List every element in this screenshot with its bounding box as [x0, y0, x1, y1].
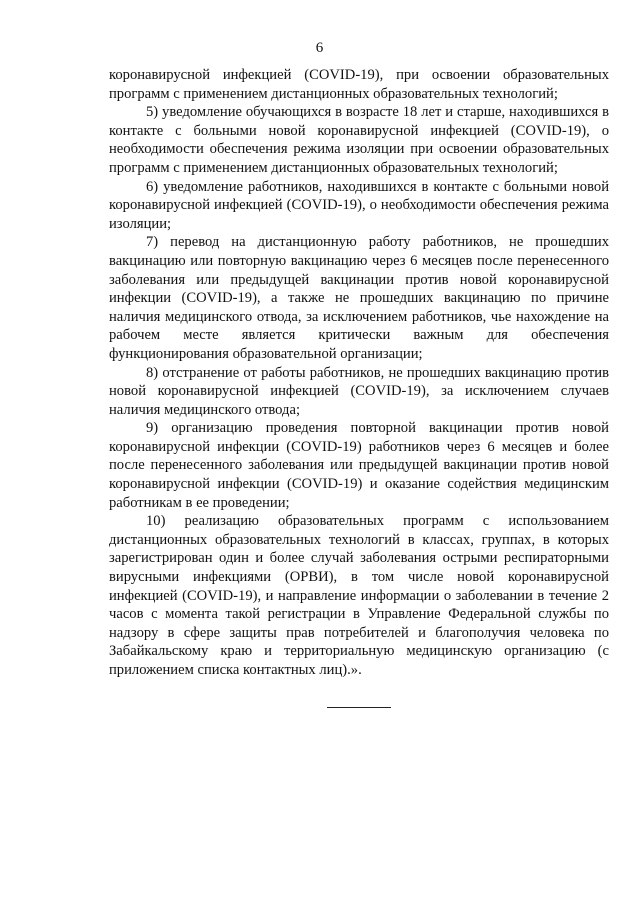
document-body	[109, 66, 609, 680]
paragraph-item-6: 6) уведомление работников, находившихся в контакте с больными новой коронавирусной инфекцией (COVID-19), о необходимости обеспечения режима изоляции;	[109, 178, 609, 232]
paragraph-item-9: 9) организацию проведения повторной вакцинации против новой коронавирусной инфекции (COVID-19) работников через 6 месяцев и более после перенесенного заболевания или предыдущей вакцинации против новой коронавирусной инфекции (COVID-19) и оказание содействия медицинским работникам в ее проведении;	[109, 420, 609, 511]
end-of-document-rule	[327, 707, 391, 708]
paragraph-continuation: коронавирусной инфекцией (COVID-19), при освоении образовательных программ с применением дистанционных образовательных технологий;	[109, 67, 609, 102]
paragraph-item-7: 7) перевод на дистанционную работу работников, не прошедших вакцинацию или повторную вакцинацию через 6 месяцев после перенесенного заболевания или предыдущей вакцинации против новой коронавирусной инфекции (COVID-19), а также не прошедших вакцинацию по причине наличия медицинского отвода, за исключением работников, чье нахождение на рабочем месте является критически важным для обеспечения функционирования образовательной организации;	[109, 234, 609, 362]
paragraph-item-10: 10) реализацию образовательных программ с использованием дистанционных образовательных технологий в классах, группах, в которых зарегистрирован один и более случай заболевания острыми респираторными вирусными инфекциями (ОРВИ), в том числе новой коронавирусной инфекцией (COVID-19), и направление информации о заболевании в течение 2 часов с момента такой регистрации в Управление Федеральной службы по надзору в сфере защиты прав потребителей и благополучия человека по Забайкальскому краю и территориальную медицинскую организацию (с приложением списка контактных лиц).».	[109, 513, 609, 678]
page-number: 6	[315, 40, 324, 56]
paragraph-item-5: 5) уведомление обучающихся в возрасте 18 лет и старше, находившихся в контакте с больными новой коронавирусной инфекцией (COVID-19), о необходимости обеспечения режима изоляции при освоении образовательных программ с применением дистанционных образовательных технологий;	[109, 104, 609, 176]
paragraph-item-8: 8) отстранение от работы работников, не прошедших вакцинацию против новой коронавирусной инфекцией (COVID-19), за исключением случаев наличия медицинского отвода;	[109, 364, 609, 418]
